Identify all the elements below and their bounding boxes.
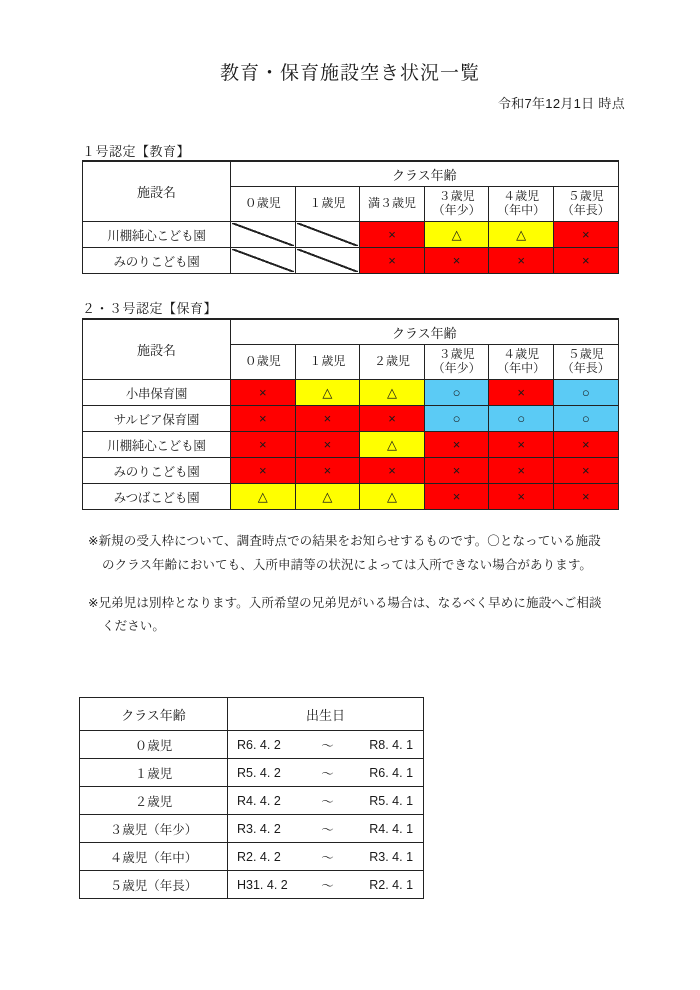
- availability-status-cell: [489, 248, 554, 274]
- status-glyph-x: ×: [581, 463, 590, 478]
- status-glyph-x: ×: [259, 385, 267, 400]
- age-label-sub: （年長）: [561, 203, 610, 217]
- table-row: [80, 871, 424, 899]
- availability-status-cell: [424, 222, 489, 248]
- availability-status-cell: [360, 380, 425, 406]
- table-row: [80, 759, 424, 787]
- availability-status-cell: [295, 458, 360, 484]
- section-caption-childcare: ２・３号認定【保育】: [82, 301, 218, 316]
- status-glyph-x: ×: [259, 437, 267, 452]
- status-glyph-x: ×: [323, 463, 332, 478]
- age-label-main: 満３歳児: [367, 196, 416, 211]
- status-glyph-x: ×: [517, 463, 525, 478]
- class-age-cell: ５歳児（年長）: [80, 871, 228, 899]
- status-glyph-x: ×: [581, 437, 590, 452]
- availability-status-cell: [424, 406, 489, 432]
- column-header-age-full3: [360, 187, 425, 222]
- column-header-class-age: クラス年齢: [80, 698, 228, 731]
- note-line: ください。: [102, 619, 166, 634]
- status-glyph-x: ×: [388, 411, 396, 426]
- status-glyph-x: ×: [323, 437, 332, 452]
- birthdate-from-cell: R3. 4. 2: [228, 815, 306, 843]
- status-glyph-x: ×: [517, 489, 525, 504]
- birthdate-from-cell: R6. 4. 2: [228, 731, 306, 759]
- age-label-sub: （年中）: [497, 203, 546, 217]
- birthdate-to-cell: R4. 4. 1: [350, 815, 424, 843]
- table-row: [80, 787, 424, 815]
- availability-status-cell: [295, 432, 360, 458]
- availability-status-cell: [553, 248, 618, 274]
- availability-status-cell: [295, 380, 360, 406]
- note-line: のクラス年齢においても、入所申請等の状況によっては入所できない場合があります。: [102, 557, 593, 572]
- birthdate-to-cell: R6. 4. 1: [350, 759, 424, 787]
- availability-status-cell: [489, 458, 554, 484]
- facility-name-cell: 川棚純心こども園: [83, 432, 231, 458]
- status-glyph-o: ○: [517, 411, 526, 426]
- status-glyph-x: ×: [452, 489, 461, 504]
- birthdate-header-row: [80, 698, 424, 731]
- column-header-age-0: [231, 187, 296, 222]
- availability-status-cell: [553, 484, 618, 510]
- status-glyph-x: ×: [452, 253, 461, 268]
- column-header-age-3: [424, 187, 489, 222]
- availability-status-cell: [360, 222, 425, 248]
- status-glyph-x: ×: [259, 411, 267, 426]
- class-age-cell: ３歳児（年少）: [80, 815, 228, 843]
- table-body-education: [83, 222, 619, 274]
- column-header-age-5: [553, 187, 618, 222]
- age-label-main: １歳児: [309, 354, 346, 369]
- notes-section: [88, 530, 618, 653]
- age-label-main: ２歳児: [373, 354, 410, 369]
- table-body-childcare: [83, 380, 619, 510]
- column-header-age-4: [489, 345, 554, 380]
- column-header-age-5: [553, 345, 618, 380]
- column-header-age-4: [489, 187, 554, 222]
- status-glyph-x: ×: [388, 253, 396, 268]
- birthdate-reference-table: [79, 697, 424, 899]
- status-glyph-x: ×: [517, 385, 525, 400]
- header-row-group: [83, 319, 619, 345]
- availability-status-cell: [553, 432, 618, 458]
- facility-name-cell: サルビア保育園: [83, 406, 231, 432]
- column-header-age-0: [231, 345, 296, 380]
- status-glyph-triangle: △: [516, 227, 527, 242]
- note-line: ※兄弟児は別枠となります。入所希望の兄弟児がいる場合は、なるべく早めに施設へご相談: [88, 595, 602, 610]
- birthdate-range-separator: 〜: [306, 843, 350, 871]
- availability-status-cell: [553, 222, 618, 248]
- status-glyph-triangle: △: [386, 489, 397, 504]
- availability-status-cell: [489, 406, 554, 432]
- status-glyph-x: ×: [259, 463, 267, 478]
- table-row: [83, 406, 619, 432]
- availability-status-cell: [231, 432, 296, 458]
- birthdate-from-cell: R5. 4. 2: [228, 759, 306, 787]
- availability-status-cell: [231, 484, 296, 510]
- age-label-main: ３歳児: [438, 347, 475, 362]
- availability-status-cell: [295, 248, 360, 274]
- availability-status-cell: [295, 484, 360, 510]
- page-title: 教育・保育施設空き状況一覧: [219, 63, 480, 84]
- column-header-birthdate: 出生日: [228, 698, 424, 731]
- birthdate-range-separator: 〜: [306, 815, 350, 843]
- table-row: [83, 484, 619, 510]
- as-of-date: 令和7年12月1日 時点: [497, 96, 625, 111]
- status-glyph-x: ×: [517, 253, 525, 268]
- status-glyph-triangle: △: [386, 437, 397, 452]
- availability-status-cell: [424, 380, 489, 406]
- availability-status-cell: [231, 222, 296, 248]
- birthdate-range-separator: 〜: [306, 731, 350, 759]
- table-row: [83, 222, 619, 248]
- class-age-cell: ４歳児（年中）: [80, 843, 228, 871]
- status-glyph-x: ×: [452, 463, 461, 478]
- table-row: [83, 248, 619, 274]
- status-glyph-x: ×: [388, 227, 396, 242]
- availability-status-cell: [295, 222, 360, 248]
- age-label-main: １歳児: [309, 196, 346, 211]
- availability-status-cell: [424, 458, 489, 484]
- birthdate-range-separator: 〜: [306, 871, 350, 899]
- age-label-main: ４歳児: [503, 189, 540, 204]
- table-row: [83, 380, 619, 406]
- table-row: [83, 458, 619, 484]
- availability-status-cell: [360, 248, 425, 274]
- availability-status-cell: [424, 484, 489, 510]
- class-age-cell: ２歳児: [80, 787, 228, 815]
- birthdate-from-cell: R4. 4. 2: [228, 787, 306, 815]
- birthdate-table-body: [80, 731, 424, 899]
- column-header-age-1: [295, 345, 360, 380]
- availability-status-cell: [295, 406, 360, 432]
- class-age-cell: １歳児: [80, 759, 228, 787]
- age-label-sub: （年少）: [432, 203, 481, 217]
- facility-name-cell: みのりこども園: [83, 248, 231, 274]
- availability-status-cell: [489, 222, 554, 248]
- birthdate-to-cell: R8. 4. 1: [350, 731, 424, 759]
- note-block: [88, 530, 618, 578]
- status-glyph-x: ×: [388, 463, 396, 478]
- birthdate-range-separator: 〜: [306, 787, 350, 815]
- age-label-main: ３歳児: [438, 189, 475, 204]
- column-header-class-age-group: クラス年齢: [231, 319, 619, 345]
- age-label-sub: （年中）: [497, 361, 546, 375]
- age-label-main: ４歳児: [503, 347, 540, 362]
- availability-status-cell: [360, 432, 425, 458]
- status-glyph-x: ×: [581, 253, 590, 268]
- section-caption-education: １号認定【教育】: [82, 144, 191, 159]
- table-row: [83, 432, 619, 458]
- column-header-facility-name: 施設名: [83, 161, 231, 222]
- status-glyph-triangle: △: [386, 385, 397, 400]
- column-header-age-2: [360, 345, 425, 380]
- column-header-age-3: [424, 345, 489, 380]
- table-row: [80, 843, 424, 871]
- availability-status-cell: [360, 406, 425, 432]
- availability-status-cell: [424, 248, 489, 274]
- availability-status-cell: [553, 458, 618, 484]
- availability-status-cell: [489, 380, 554, 406]
- status-glyph-x: ×: [452, 437, 461, 452]
- facility-name-cell: みつばこども園: [83, 484, 231, 510]
- birthdate-from-cell: H31. 4. 2: [228, 871, 306, 899]
- column-header-facility-name: 施設名: [83, 319, 231, 380]
- availability-status-cell: [553, 380, 618, 406]
- availability-status-cell: [424, 432, 489, 458]
- status-glyph-x: ×: [581, 227, 590, 242]
- availability-table-education: [82, 160, 619, 274]
- birthdate-from-cell: R2. 4. 2: [228, 843, 306, 871]
- table-row: [80, 731, 424, 759]
- status-glyph-x: ×: [517, 437, 525, 452]
- age-label-main: ０歳児: [244, 196, 281, 211]
- availability-status-cell: [231, 380, 296, 406]
- status-glyph-triangle: △: [322, 385, 333, 400]
- facility-name-cell: 川棚純心こども園: [83, 222, 231, 248]
- note-block: [88, 592, 618, 640]
- birthdate-to-cell: R2. 4. 1: [350, 871, 424, 899]
- birthdate-to-cell: R3. 4. 1: [350, 843, 424, 871]
- facility-name-cell: みのりこども園: [83, 458, 231, 484]
- availability-status-cell: [360, 458, 425, 484]
- age-label-sub: （年少）: [432, 361, 481, 375]
- column-header-class-age-group: クラス年齢: [231, 161, 619, 187]
- age-label-main: ５歳児: [567, 347, 604, 362]
- availability-status-cell: [231, 248, 296, 274]
- header-row-group: [83, 161, 619, 187]
- status-glyph-o: ○: [452, 385, 461, 400]
- birthdate-table-header: [80, 698, 424, 731]
- note-line: ※新規の受入枠について、調査時点での結果をお知らせするものです。〇となっている施設: [88, 534, 601, 548]
- age-label-main: ０歳児: [244, 354, 281, 369]
- availability-status-cell: [489, 484, 554, 510]
- availability-status-cell: [231, 406, 296, 432]
- class-age-cell: ０歳児: [80, 731, 228, 759]
- table-header-childcare: [83, 319, 619, 380]
- availability-status-cell: [231, 458, 296, 484]
- availability-status-cell: [489, 432, 554, 458]
- table-row: [80, 815, 424, 843]
- status-glyph-o: ○: [452, 411, 461, 426]
- status-glyph-x: ×: [323, 411, 332, 426]
- column-header-age-1: [295, 187, 360, 222]
- facility-name-cell: 小串保育園: [83, 380, 231, 406]
- age-label-main: ５歳児: [567, 189, 604, 204]
- birthdate-range-separator: 〜: [306, 759, 350, 787]
- age-label-sub: （年長）: [561, 361, 610, 375]
- availability-status-cell: [360, 484, 425, 510]
- status-glyph-triangle: △: [257, 489, 268, 504]
- table-header-education: [83, 161, 619, 222]
- status-glyph-o: ○: [581, 411, 590, 426]
- availability-table-childcare: [82, 318, 619, 510]
- birthdate-to-cell: R5. 4. 1: [350, 787, 424, 815]
- status-glyph-triangle: △: [451, 227, 462, 242]
- status-glyph-o: ○: [581, 385, 590, 400]
- availability-status-cell: [553, 406, 618, 432]
- status-glyph-x: ×: [581, 489, 590, 504]
- status-glyph-triangle: △: [322, 489, 333, 504]
